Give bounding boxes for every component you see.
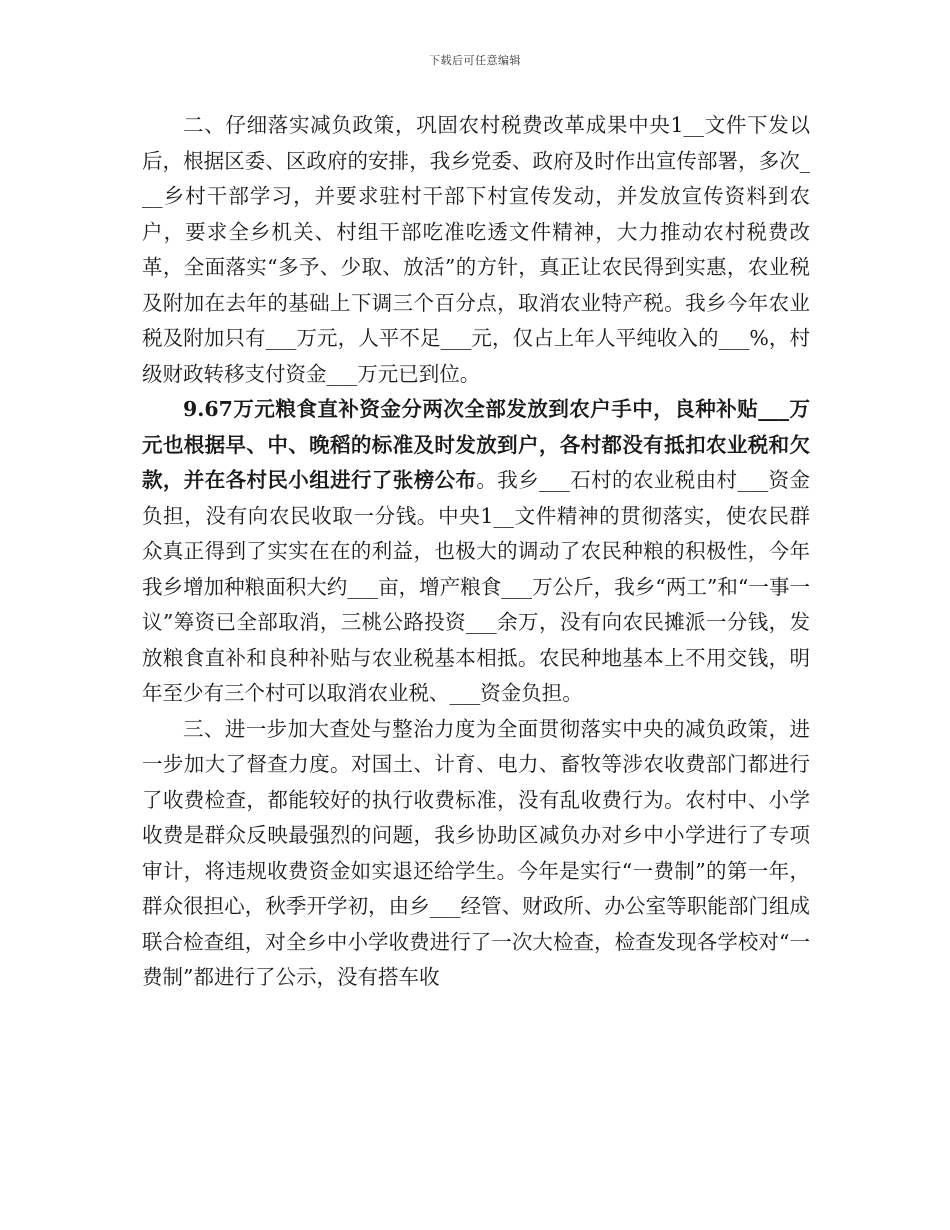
bold-subsidy-text: 9.67万元粮食直补资金分两次全部发放到农户手中，良种补贴___万元也根据早、中、晚稻的标准及时发放到户，各村都没有抵扣农业税和欠款，并在各村民小组进行了张榜公布 bbox=[142, 397, 810, 492]
paragraph-tax-reform: 二、仔细落实减负政策，巩固农村税费改革成果中央1__文件下发以后，根据区委、区政府的安排，我乡党委、政府及时作出宣传部署，多次___乡村干部学习，并要求驻村干部下村宣传发动，并发放宣传资料到农户，要求全乡机关、村组干部吃准吃透文件精神，大力推动农村税费改革，全面落实“多予、少取、放活”的方针，真正让农民得到实惠，农业税及附加在去年的基础上下调三个百分点，取消农业特产税。我乡今年农业税及附加只有___万元，人平不足___元，仅占上年人平纯收入的___%，村级财政转移支付资金___万元已到位。 bbox=[142, 113, 810, 386]
subsidy-continuation-text: 。我乡___石村的农业税由村___资金负担，没有向农民收取一分钱。中央1__文件精神的贯彻落实，使农民群众真正得到了实实在在的利益，也极大的调动了农民种粮的积极性，今年我乡增加种粮面积大约___亩，增产粮食___万公斤，我乡“两工”和“一事一议”筹资已全部取消，三桃公路投资___余万，没有向农民摊派一分钱，发放粮食直补和良种补贴与农业税基本相抵。农民种地基本上不用交钱，明年至少有三个村可以取消农业税、___资金负担。 bbox=[142, 468, 811, 705]
document-body bbox=[142, 108, 810, 996]
paragraph-inspection: 三、进一步加大查处与整治力度为全面贯彻落实中央的减负政策，进一步加大了督查力度。对国土、计育、电力、畜牧等涉农收费部门都进行了收费检查，都能较好的执行收费标准，没有乱收费行为。农村中、小学收费是群众反映最强烈的问题，我乡协助区减负办对乡中小学进行了专项审计，将违规收费资金如实退还给学生。今年是实行“一费制”的第一年，群众很担心，秋季开学初，由乡___经管、财政所、办公室等职能部门组成联合检查组，对全乡中小学收费进行了一次大检查，检查发现各学校对“一费制”都进行了公示，没有搭车收 bbox=[142, 716, 810, 989]
paragraph-subsidies bbox=[142, 392, 810, 712]
page-header: 下载后可任意编辑 bbox=[429, 54, 521, 67]
